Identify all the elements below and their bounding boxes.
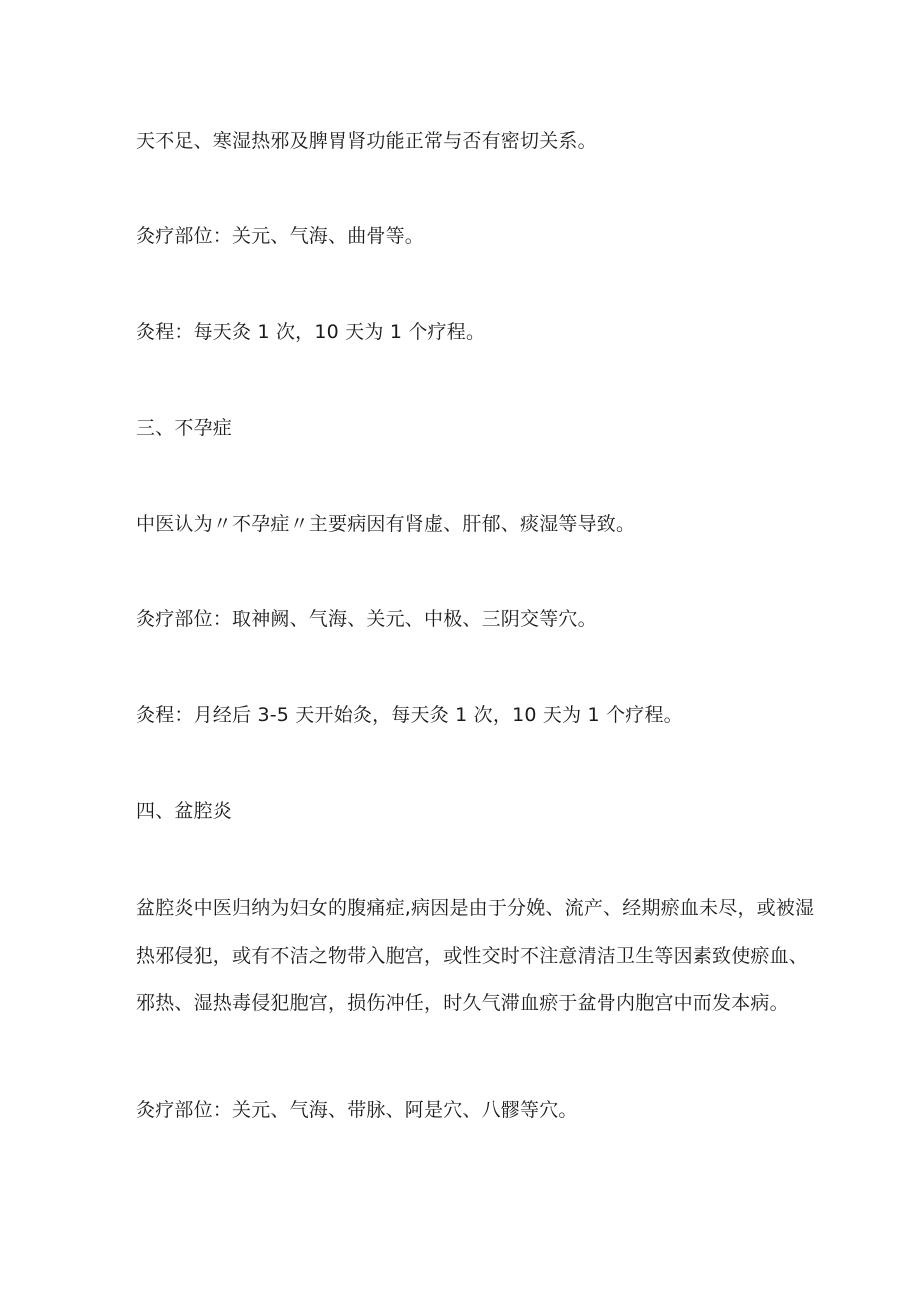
- pelvic-inflammation-description-line-3: 邪热、湿热毒侵犯胞宫，损伤冲任，时久气滞血瘀于盆骨内胞宫中而发本病。: [136, 992, 789, 1014]
- moxibustion-course-line: 灸程：每天灸 1 次，10 天为 1 个疗程。: [136, 321, 486, 343]
- moxibustion-course-line: 灸程：月经后 3-5 天开始灸，每天灸 1 次，10 天为 1 个疗程。: [136, 704, 683, 726]
- pelvic-inflammation-description-line-2: 热邪侵犯，或有不洁之物带入胞宫，或性交时不注意清洁卫生等因素致使瘀血、: [136, 945, 809, 967]
- moxibustion-sites-line: 灸疗部位：关元、气海、带脉、阿是穴、八髎等穴。: [136, 1099, 578, 1121]
- infertility-description: 中医认为〃不孕症〃主要病因有肾虚、肝郁、痰湿等导致。: [136, 513, 636, 535]
- moxibustion-sites-line: 灸疗部位：关元、气海、曲骨等。: [136, 225, 425, 247]
- moxibustion-sites-line: 灸疗部位：取神阙、气海、关元、中极、三阴交等穴。: [136, 608, 597, 630]
- section-heading-infertility: 三、不孕症: [136, 417, 233, 439]
- section-heading-pelvic-inflammation: 四、盆腔炎: [136, 800, 233, 822]
- paragraph-continuation: 天不足、寒湿热邪及脾胃肾功能正常与否有密切关系。: [136, 130, 597, 152]
- pelvic-inflammation-description-line-1: 盆腔炎中医归纳为妇女的腹痛症,病因是由于分娩、流产、经期瘀血未尽，或被湿: [136, 897, 815, 919]
